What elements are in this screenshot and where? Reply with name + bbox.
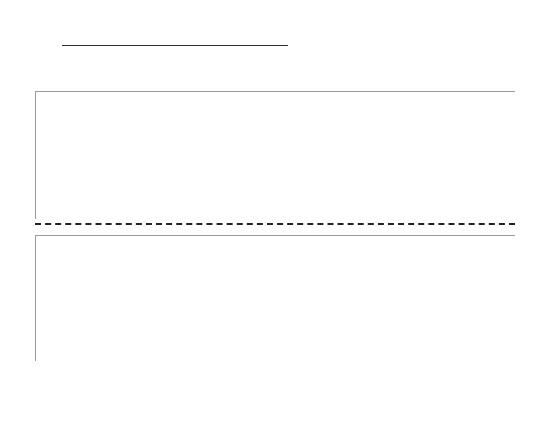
footer — [36, 394, 506, 404]
cut-line — [35, 223, 515, 225]
name-blank-line — [62, 45, 288, 46]
word-cards-grid — [35, 235, 515, 361]
numbered-squares-grid — [35, 91, 515, 219]
header-row — [36, 37, 514, 49]
